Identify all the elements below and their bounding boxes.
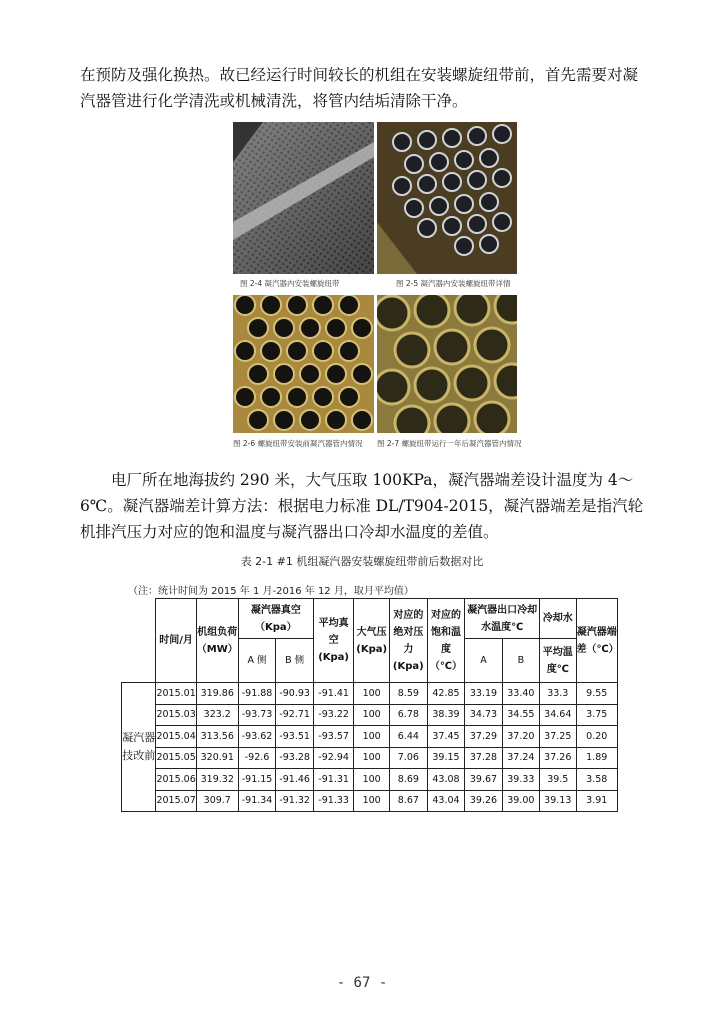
- cell: 1.89: [576, 747, 618, 769]
- cell: -91.88: [238, 683, 276, 705]
- header-sat-temp: 对应的饱和温度（℃）: [427, 599, 465, 683]
- cell: -91.41: [313, 683, 353, 705]
- header-outlet-a: A: [465, 639, 502, 683]
- blank-corner-cell: [122, 599, 156, 683]
- table-row: [122, 704, 618, 726]
- header-atm: 大气压(Kpa): [354, 599, 390, 683]
- group-label: 凝汽器技改前: [122, 683, 156, 812]
- figure-caption: 图 2-5 凝汽器内安装螺旋纽带详情: [396, 279, 511, 288]
- cell: 42.85: [427, 683, 465, 705]
- table-row: [122, 726, 618, 748]
- cell: 2015.03: [156, 704, 196, 726]
- header-load: 机组负荷（MW）: [196, 599, 238, 683]
- cell: 3.75: [576, 704, 618, 726]
- cell: 43.04: [427, 790, 465, 812]
- cell: -92.94: [313, 747, 353, 769]
- header-terminal-diff: 凝汽器端差（℃）: [576, 599, 618, 683]
- cell: 8.67: [390, 790, 428, 812]
- cell: 34.73: [465, 704, 502, 726]
- table-row: [122, 747, 618, 769]
- cell: 37.24: [502, 747, 539, 769]
- cell: 38.39: [427, 704, 465, 726]
- cell: -93.51: [276, 726, 314, 748]
- cell: 39.15: [427, 747, 465, 769]
- cell: 33.19: [465, 683, 502, 705]
- cell: 0.20: [576, 726, 618, 748]
- table-note: （注：统计时间为 2015 年 1 月-2016 年 12 月，取月平均值）: [128, 586, 414, 597]
- paragraph-intro: 在预防及强化换热。故已经运行时间较长的机组在安装螺旋纽带前，首先需要对凝汽器管进行化学清洗或机械清洗，将管内结垢清除干净。: [80, 66, 639, 110]
- cell: 39.13: [540, 790, 576, 812]
- cell: -91.46: [276, 769, 314, 791]
- cell: 37.29: [465, 726, 502, 748]
- cell: 7.06: [390, 747, 428, 769]
- page-number: - 67 -: [336, 975, 388, 991]
- cell: 37.26: [540, 747, 576, 769]
- cell: -92.71: [276, 704, 314, 726]
- data-table: [121, 598, 618, 812]
- header-vacuum-a: A 侧: [238, 639, 276, 683]
- cell: -92.6: [238, 747, 276, 769]
- cell: 39.33: [502, 769, 539, 791]
- cell: -93.73: [238, 704, 276, 726]
- cell: 3.58: [576, 769, 618, 791]
- cell: 37.20: [502, 726, 539, 748]
- cell: -91.33: [313, 790, 353, 812]
- cell: -93.22: [313, 704, 353, 726]
- paragraph-altitude: 电厂所在地海拔约 290 米，大气压取 100KPa，凝汽器端差设计温度为 4～6℃。凝汽器端差计算方法：根据电力标准 DL/T904-2015，凝汽器端差是指汽轮机排汽压力对应的饱和温度与凝汽器出口冷却水温度的差值。: [80, 471, 644, 541]
- table-title: 表 2-1 #1 机组凝汽器安装螺旋纽带前后数据对比: [240, 555, 484, 568]
- cell: 2015.01: [156, 683, 196, 705]
- cell: 2015.05: [156, 747, 196, 769]
- header-outlet-b: B: [502, 639, 539, 683]
- header-avg-vacuum: 平均真空(Kpa): [313, 599, 353, 683]
- cell: -93.57: [313, 726, 353, 748]
- cell: 37.45: [427, 726, 465, 748]
- header-cooling-water: 冷却水: [540, 599, 576, 639]
- cell: 6.44: [390, 726, 428, 748]
- cell: 33.40: [502, 683, 539, 705]
- cell: 33.3: [540, 683, 576, 705]
- cell: 100: [354, 747, 390, 769]
- cell: 100: [354, 769, 390, 791]
- spiral-ribbon-detail-photo: [377, 122, 517, 274]
- condenser-spiral-ribbon-photo: [233, 122, 374, 274]
- cell: 9.55: [576, 683, 618, 705]
- header-vacuum-b: B 侧: [276, 639, 314, 683]
- cell: 319.86: [196, 683, 238, 705]
- cell: 37.28: [465, 747, 502, 769]
- cell: 2015.07: [156, 790, 196, 812]
- cell: 320.91: [196, 747, 238, 769]
- cell: 39.26: [465, 790, 502, 812]
- cell: 34.64: [540, 704, 576, 726]
- figure-caption: 图 2-6 螺旋纽带安装前凝汽器管内情况: [233, 439, 363, 448]
- cell: 43.08: [427, 769, 465, 791]
- header-outlet-temp: 凝汽器出口冷却水温度℃: [465, 599, 540, 639]
- cell: 2015.04: [156, 726, 196, 748]
- cell: 3.91: [576, 790, 618, 812]
- tubes-before-install-photo: [233, 295, 374, 433]
- cell: 100: [354, 726, 390, 748]
- cell: 34.55: [502, 704, 539, 726]
- cell: 309.7: [196, 790, 238, 812]
- tubes-after-one-year-photo: [377, 295, 517, 433]
- cell: 323.2: [196, 704, 238, 726]
- cell: 8.59: [390, 683, 428, 705]
- cell: 39.00: [502, 790, 539, 812]
- cell: 39.67: [465, 769, 502, 791]
- cell: 6.78: [390, 704, 428, 726]
- figure-caption: 图 2-7 螺旋纽带运行一年后凝汽器管内情况: [377, 439, 522, 448]
- cell: 8.69: [390, 769, 428, 791]
- header-abs-pressure: 对应的绝对压力(Kpa): [390, 599, 428, 683]
- cell: -91.15: [238, 769, 276, 791]
- cell: 313.56: [196, 726, 238, 748]
- header-vacuum: 凝汽器真空（Kpa）: [238, 599, 313, 639]
- header-cooling-avg: 平均温度℃: [540, 639, 576, 683]
- cell: -91.31: [313, 769, 353, 791]
- cell: 100: [354, 683, 390, 705]
- cell: 100: [354, 790, 390, 812]
- cell: 39.5: [540, 769, 576, 791]
- cell: 319.32: [196, 769, 238, 791]
- cell: 37.25: [540, 726, 576, 748]
- cell: 100: [354, 704, 390, 726]
- cell: -90.93: [276, 683, 314, 705]
- header-time: 时间/月: [156, 599, 196, 683]
- cell: -93.62: [238, 726, 276, 748]
- figure-caption: 图 2-4 凝汽器内安装螺旋纽带: [240, 279, 340, 288]
- table-row: [122, 683, 618, 705]
- cell: -91.34: [238, 790, 276, 812]
- cell: -91.32: [276, 790, 314, 812]
- cell: -93.28: [276, 747, 314, 769]
- table-row: [122, 790, 618, 812]
- table-row: [122, 769, 618, 791]
- cell: 2015.06: [156, 769, 196, 791]
